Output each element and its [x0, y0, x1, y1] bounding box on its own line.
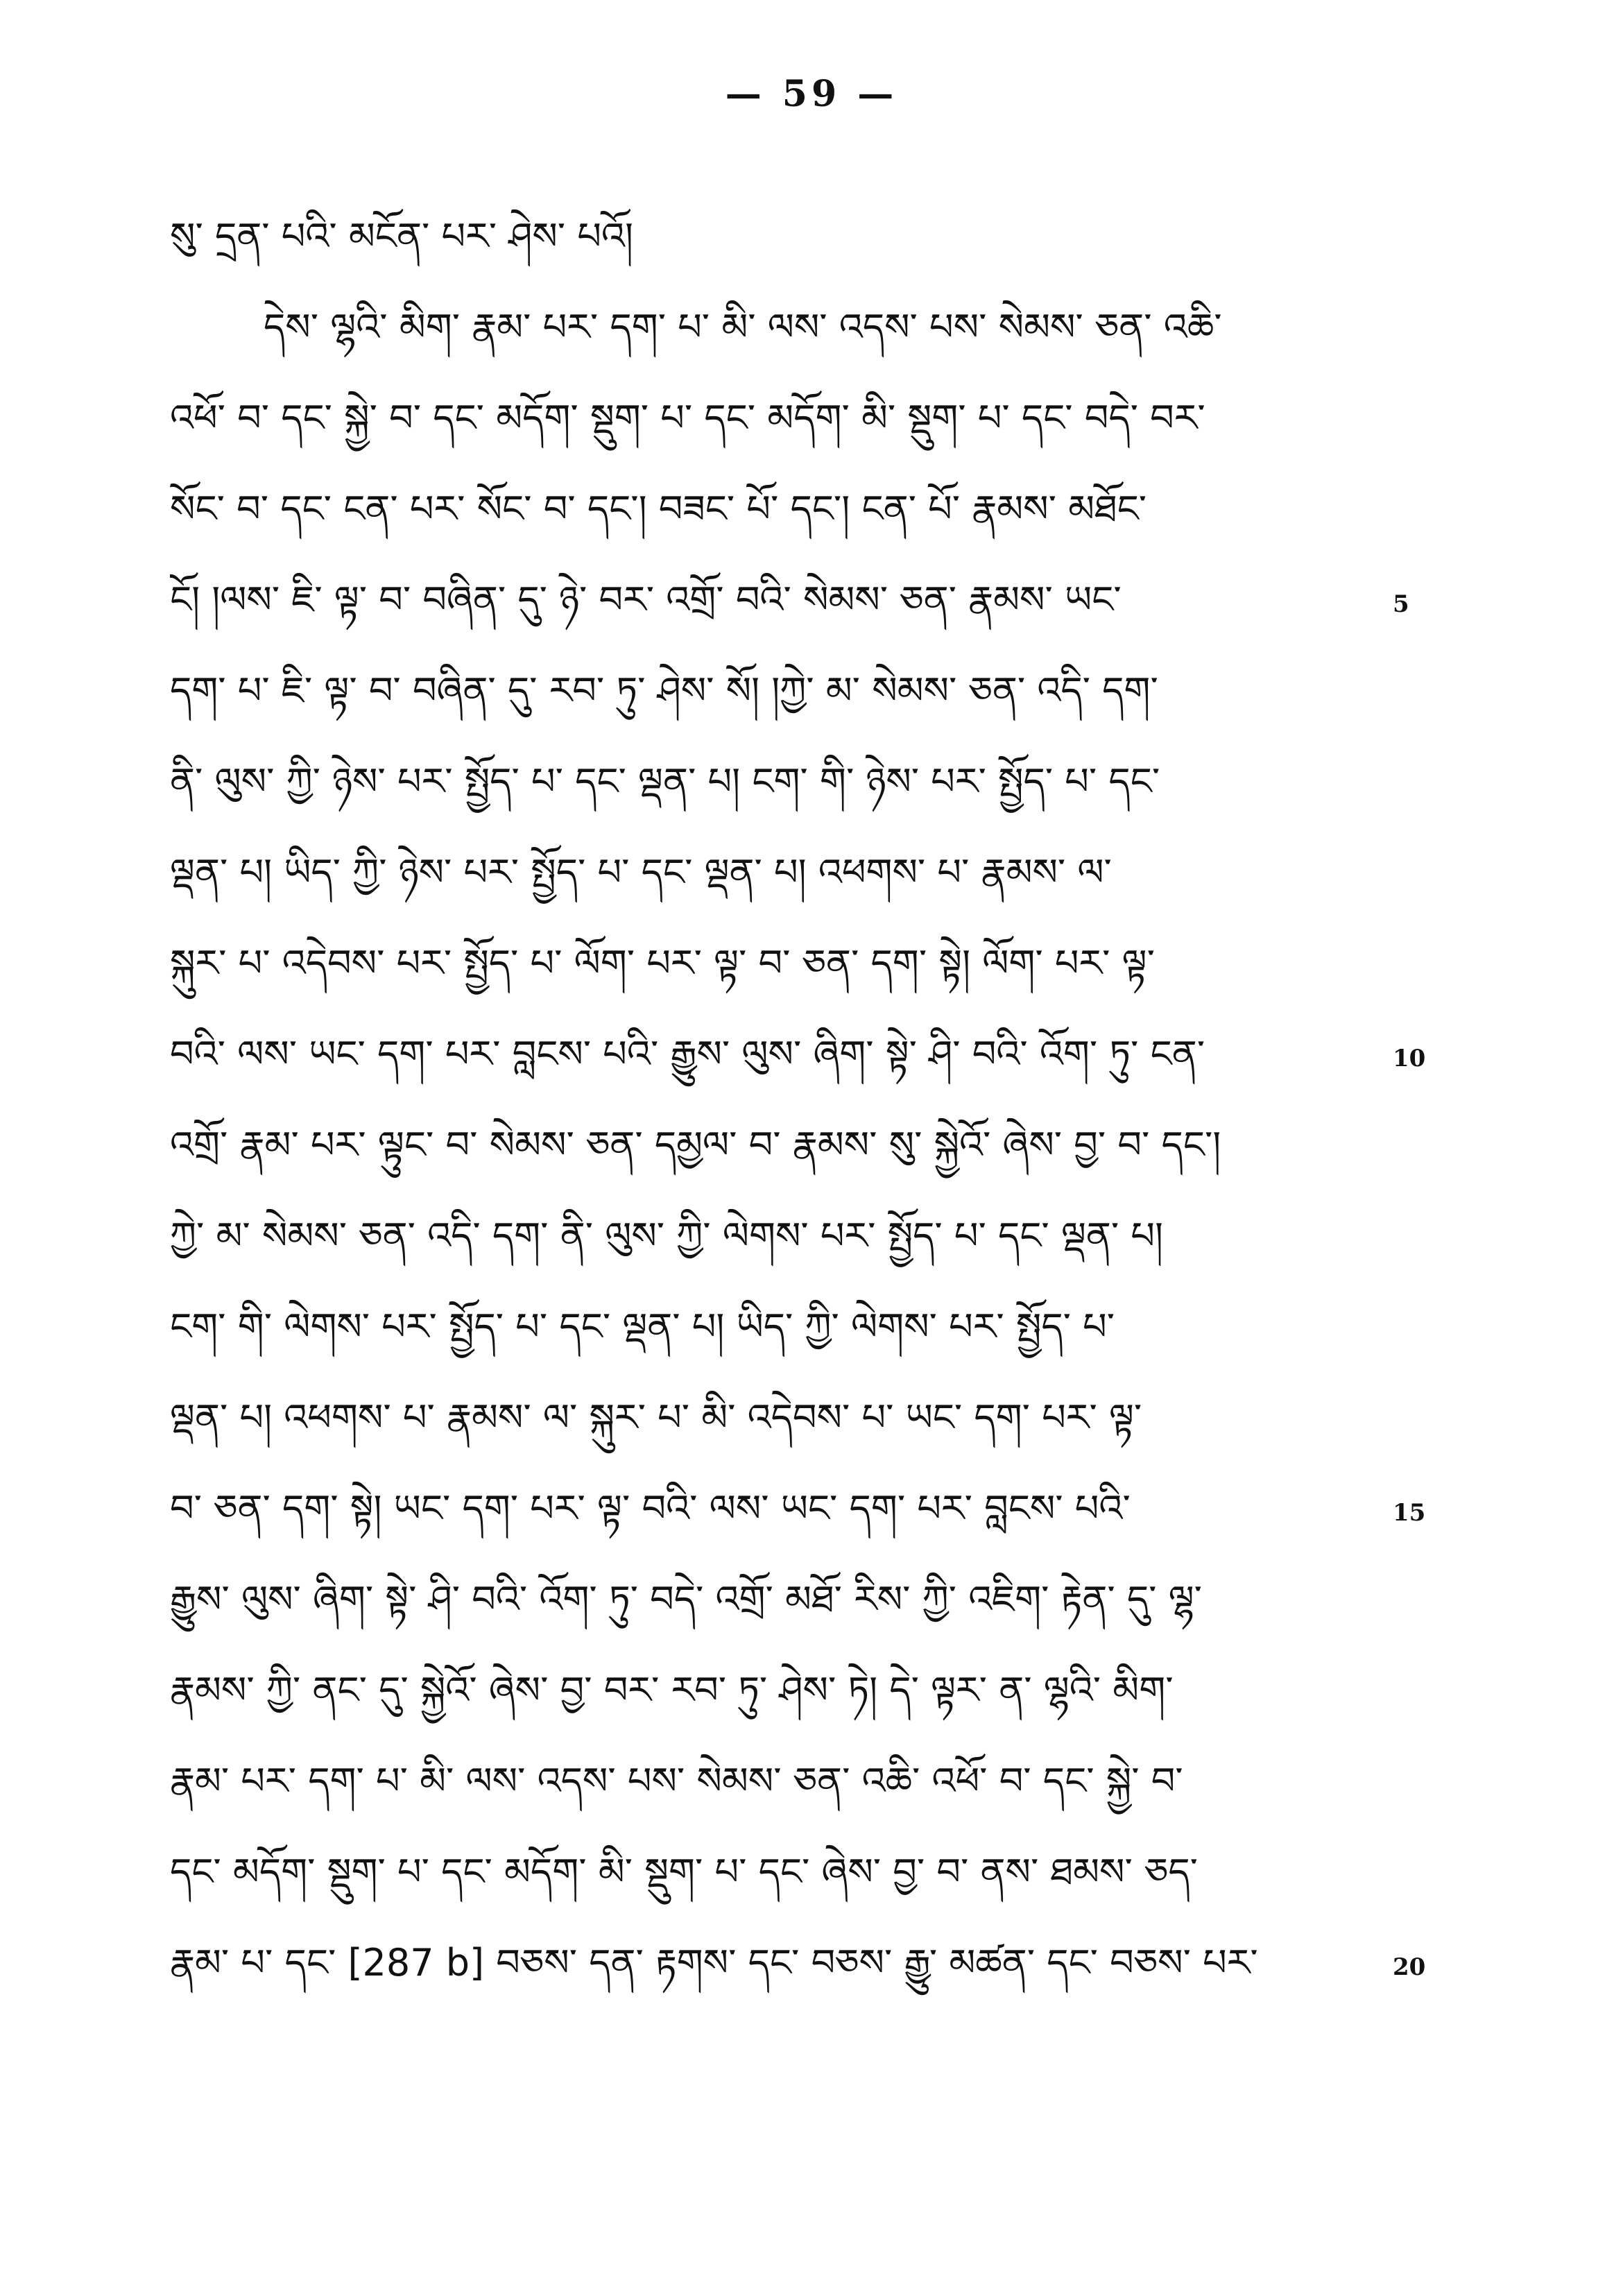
text-line-7: ནི་ ལུས་ ཀྱི་ ཉེས་ པར་ སྤྱོད་ པ་ དང་ ལྡན་ པ། ངག་ གི་ ཉེས་ པར་ སྤྱོད་ པ་ དང་ — [170, 760, 1160, 803]
text-line-19: དང་ མདོག་ སྡུག་ པ་ དང་ མདོག་ མི་ སྡུག་ པ་ དང་ ཞེས་ བྱ་ བ་ ནས་ ཐམས་ ཅད་ — [170, 1850, 1198, 1894]
line-number-5: 5 — [1393, 590, 1409, 618]
text-body — [170, 191, 1405, 2008]
text-line-14: ལྡན་ པ། འཕགས་ པ་ རྣམས་ ལ་ སྐུར་ པ་ མི་ འདེབས་ པ་ ཡང་ དག་ པར་ ལྟ་ — [170, 1396, 1142, 1439]
text-line-6: དག་ པ་ ཇི་ ལྟ་ བ་ བཞིན་ དུ་ རབ་ ཏུ་ ཤེས་ སོ། །ཀྱེ་ མ་ སེམས་ ཅན་ འདི་ དག་ — [170, 669, 1158, 712]
text-line-18: རྣམ་ པར་ དག་ པ་ མི་ ལས་ འདས་ པས་ སེམས་ ཅན་ འཆི་ འཕོ་ བ་ དང་ སྐྱེ་ བ་ — [170, 1759, 1183, 1803]
line-number-15: 15 — [1393, 1499, 1426, 1527]
text-line-15: བ་ ཅན་ དག་ སྟེ། ཡང་ དག་ པར་ ལྟ་ བའི་ ལས་ ཡང་ དག་ པར་ བླངས་ པའི་ — [170, 1487, 1131, 1530]
page-number: — 59 — — [725, 73, 898, 115]
text-line-8: ལྡན་ པ། ཡིད་ ཀྱི་ ཉེས་ པར་ སྤྱོད་ པ་ དང་ ལྡན་ པ། འཕགས་ པ་ རྣམས་ ལ་ — [170, 850, 1112, 894]
text-line-2: དེས་ ལྷའི་ མིག་ རྣམ་ པར་ དག་ པ་ མི་ ལས་ འདས་ པས་ སེམས་ ཅན་ འཆི་ — [264, 305, 1222, 349]
text-line-11: འགྲོ་ རྣམ་ པར་ ལྟུང་ བ་ སེམས་ ཅན་ དམྱལ་ བ་ རྣམས་ སུ་ སྐྱེའོ་ ཞེས་ བྱ་ བ་ དང་། — [170, 1123, 1221, 1167]
text-line-12: ཀྱེ་ མ་ སེམས་ ཅན་ འདི་ དག་ ནི་ ལུས་ ཀྱི་ ལེགས་ པར་ སྤྱོད་ པ་ དང་ ལྡན་ པ། — [170, 1214, 1164, 1258]
text-line-20: རྣམ་ པ་ དང་ [287 b] བཅས་ དན་ རྟགས་ དང་ བཅས་ རྒྱུ་ མཚན་ དང་ བཅས་ པར་ — [170, 1941, 1258, 1985]
text-line-1: སུ་ དྲན་ པའི་ མངོན་ པར་ ཤེས་ པའོ། — [170, 214, 633, 258]
text-line-5: ངོ། །ལས་ ཇི་ ལྟ་ བ་ བཞིན་ དུ་ ཉེ་ བར་ འགྲོ་ བའི་ སེམས་ ཅན་ རྣམས་ ཡང་ — [170, 578, 1122, 622]
text-line-10: བའི་ ལས་ ཡང་ དག་ པར་ བླངས་ པའི་ རྒྱུས་ ལུས་ ཞིག་ སྟེ་ ཤི་ བའི་ འོག་ ཏུ་ ངན་ — [170, 1032, 1205, 1076]
line-number-10: 10 — [1393, 1045, 1426, 1072]
text-line-16: རྒྱུས་ ལུས་ ཞིག་ སྟེ་ ཤི་ བའི་ འོག་ ཏུ་ བདེ་ འགྲོ་ མཐོ་ རིས་ ཀྱི་ འཇིག་ རྟེན་ དུ་ ལྷ་ — [170, 1577, 1203, 1621]
line-number-20: 20 — [1393, 1953, 1426, 1981]
text-line-17: རྣམས་ ཀྱི་ ནང་ དུ་ སྐྱེའོ་ ཞེས་ བྱ་ བར་ རབ་ ཏུ་ ཤེས་ ཏེ། དེ་ ལྟར་ ན་ ལྷའི་ མིག་ — [170, 1668, 1174, 1712]
text-line-9: སྐུར་ པ་ འདེབས་ པར་ སྤྱོད་ པ་ ལོག་ པར་ ལྟ་ བ་ ཅན་ དག་ སྟེ། ལོག་ པར་ ལྟ་ — [170, 941, 1155, 985]
text-line-13: ངག་ གི་ ལེགས་ པར་ སྤྱོད་ པ་ དང་ ལྡན་ པ། ཡིད་ ཀྱི་ ལེགས་ པར་ སྤྱོད་ པ་ — [170, 1305, 1115, 1348]
text-line-4: སོང་ བ་ དང་ ངན་ པར་ སོང་ བ་ དང་། བཟང་ པོ་ དང་། ངན་ པོ་ རྣམས་ མཐོང་ — [170, 487, 1147, 531]
text-line-3: འཕོ་ བ་ དང་ སྐྱེ་ བ་ དང་ མདོག་ སྡུག་ པ་ དང་ མདོག་ མི་ སྡུག་ པ་ དང་ བདེ་ བར་ — [170, 396, 1205, 440]
